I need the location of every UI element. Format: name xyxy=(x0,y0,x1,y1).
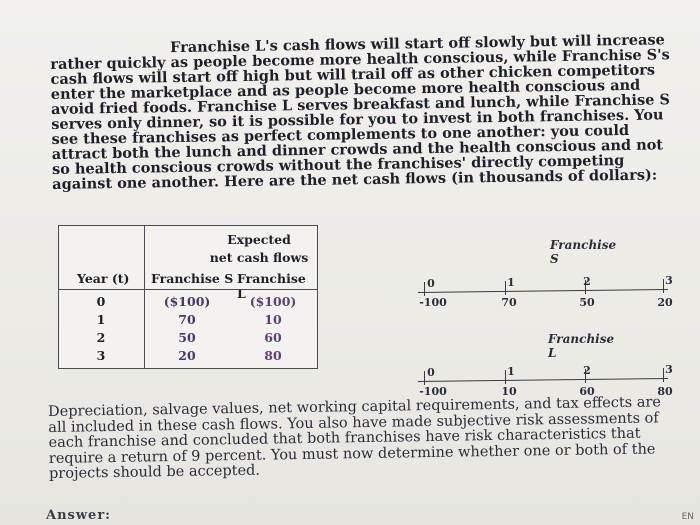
intro-paragraph: Franchise L's cash flows will start off slowly but will increase rather quickly as people become more health conscious, while Franchise S's cash flows will start off high but will trail off as other chicken competitors enter the marketplace and as people become more health conscious and avoid fried foods. Franchise L serves breakfast and lunch, while Franchise S serves only dinner, so it is possible for you to invest in both franchises. You see these franchises as perfect complements to one another: you could attract both the lunch and dinner crowds and the health conscious and not so health conscious crowds without the franchises' directly competing against one another. Here are the net cash flows (in thousands of dollars): xyxy=(50,31,671,193)
answer-label: Answer: xyxy=(46,508,111,523)
timeline-l-period: 0 xyxy=(427,366,435,379)
closing-paragraph: Depreciation, salvage values, net working capital requirements, and tax effects are all included in these cash flows. You also have made subjective risk assessments of each franchise and concluded that both franchises have risk characteristics that require a return of 9 percent. You must now determine whether one or both of the projects should be accepted. xyxy=(47,394,662,482)
table-cell-franchise-s: 70 xyxy=(178,312,196,327)
table-cell-franchise-l: 60 xyxy=(264,330,282,345)
timeline-s-label: Franchise S xyxy=(550,238,617,266)
timeline-l-period: 3 xyxy=(665,363,673,376)
cash-flow-table xyxy=(58,225,318,369)
column-header-franchise-s: Franchise S xyxy=(151,271,234,286)
table-cell-franchise-l: ($100) xyxy=(249,294,297,309)
table-header-expected: Expected xyxy=(227,232,291,247)
table-header-net-cash-flows: net cash flows xyxy=(209,250,309,265)
table-cell-franchise-l: 80 xyxy=(264,348,282,363)
timeline-l-value: 60 xyxy=(579,385,595,398)
timeline-s-axis xyxy=(418,289,668,293)
table-cell-franchise-s: ($100) xyxy=(163,294,211,309)
timeline-l-axis xyxy=(418,378,668,382)
timeline-l-value: 10 xyxy=(501,385,517,398)
timeline-s-period: 2 xyxy=(583,275,591,288)
timeline-s-period: 3 xyxy=(665,274,673,287)
timeline-l-label: Franchise L xyxy=(548,332,615,360)
system-tray-language: EN xyxy=(681,512,694,522)
timeline-l-period: 1 xyxy=(507,365,515,378)
timeline-s-value: -100 xyxy=(419,296,447,309)
table-cell-year: 1 xyxy=(96,312,106,327)
timeline-s-value: 50 xyxy=(579,296,595,309)
column-header-franchise-l: Franchise L xyxy=(237,271,306,301)
column-header-year: Year (t) xyxy=(77,271,130,286)
timeline-s-period: 0 xyxy=(427,277,435,290)
timeline-s-value: 70 xyxy=(501,296,517,309)
table-cell-year: 2 xyxy=(96,330,106,345)
table-cell-franchise-l: 10 xyxy=(264,312,282,327)
timeline-l-value: 80 xyxy=(657,385,673,398)
timeline-s-period: 1 xyxy=(507,276,515,289)
timeline-l-value: -100 xyxy=(419,385,447,398)
table-cell-year: 3 xyxy=(96,348,106,363)
timeline-l-period: 2 xyxy=(583,364,591,377)
table-cell-year: 0 xyxy=(96,294,106,309)
header-rule xyxy=(59,289,317,290)
table-cell-franchise-s: 20 xyxy=(178,348,196,363)
table-cell-franchise-s: 50 xyxy=(178,330,196,345)
timeline-s-value: 20 xyxy=(657,296,673,309)
